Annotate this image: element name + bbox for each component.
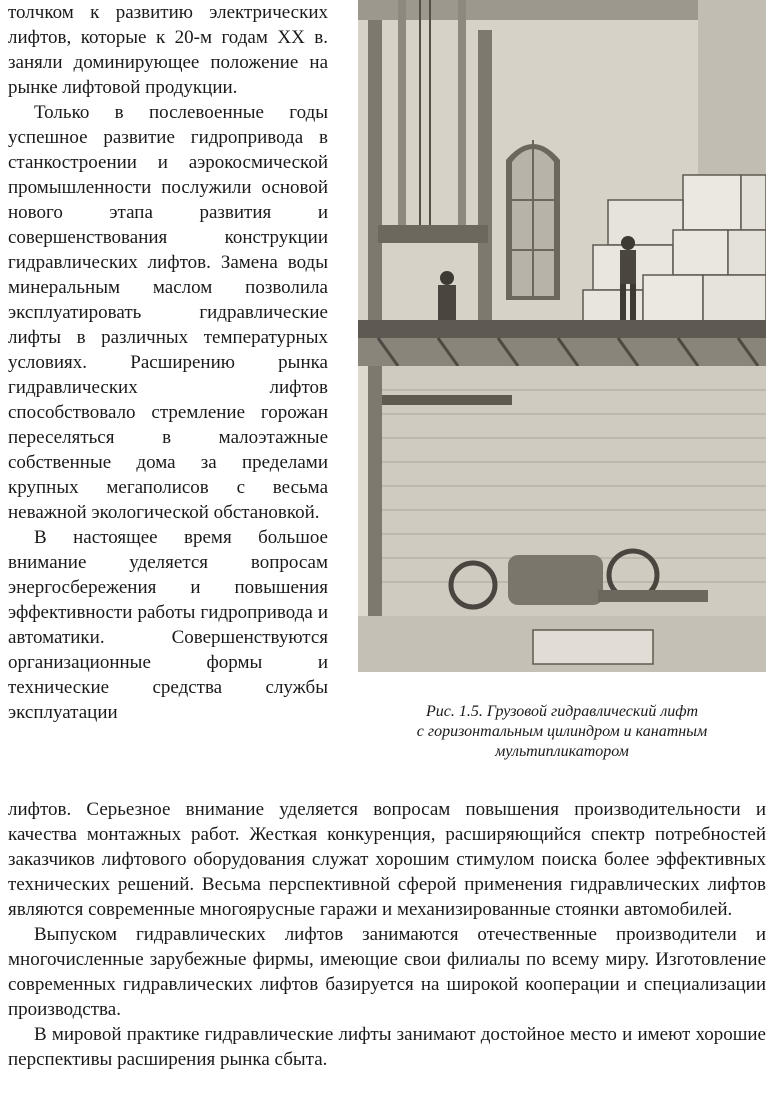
paragraph: Выпуском гидравлических лифтов занимаются отечественные производители и многочисленные зарубежные фирмы, имеющие свои филиалы по всему миру. Изготовление современных гидравлических лифтов базируется на широкой кооперации и специализации производства. [8,924,766,1020]
elevator-engraving [358,0,766,672]
caption-line: с горизонтальным цилиндром и канатным [416,723,708,740]
bottom-text [8,797,766,1072]
caption-line: мультипликатором [495,743,629,760]
paragraph: В мировой практике гидравлические лифты занимают достойное место и имеют хорошие перспективы расширения рынка сбыта. [8,1024,766,1070]
left-text-column [8,0,328,725]
figure-caption [358,702,766,762]
paragraph: В настоящее время большое внимание уделяется вопросам энергосбережения и повышения эффективности работы гидропривода и автоматики. Совершенствуются организационные формы и технические средства службы эксплуатации [8,527,328,723]
elevator-illustration [358,0,766,672]
paragraph: Только в послевоенные годы успешное развитие гидропривода в станкостроении и аэрокосмической промышленности послужили основой нового этапа развития и совершенствования конструкции гидравлических лифтов. Замена воды минеральным маслом позволила эксплуатировать гидравлические лифты в различных температурных условиях. Расширению рынка гидравлических лифтов способствовало стремление горожан переселяться в малоэтажные собственные дома за пределами крупных мегаполисов с весьма неважной экологической обстановкой. [8,102,328,523]
paragraph: толчком к развитию электрических лифтов, которые к 20-м годам XX в. заняли доминирующее положение на рынке лифтовой продукции. [8,2,328,98]
paragraph: лифтов. Серьезное внимание уделяется вопросам повышения производительности и качества монтажных работ. Жесткая конкуренция, расширяющийся спектр потребностей заказчиков лифтового оборудования служат хорошим стимулом поиска более эффективных технических решений. Весьма перспективной сферой применения гидравлических лифтов являются современные многоярусные гаражи и механизированные стоянки автомобилей. [8,799,766,920]
caption-line: Рис. 1.5. Грузовой гидравлический лифт [425,703,699,720]
